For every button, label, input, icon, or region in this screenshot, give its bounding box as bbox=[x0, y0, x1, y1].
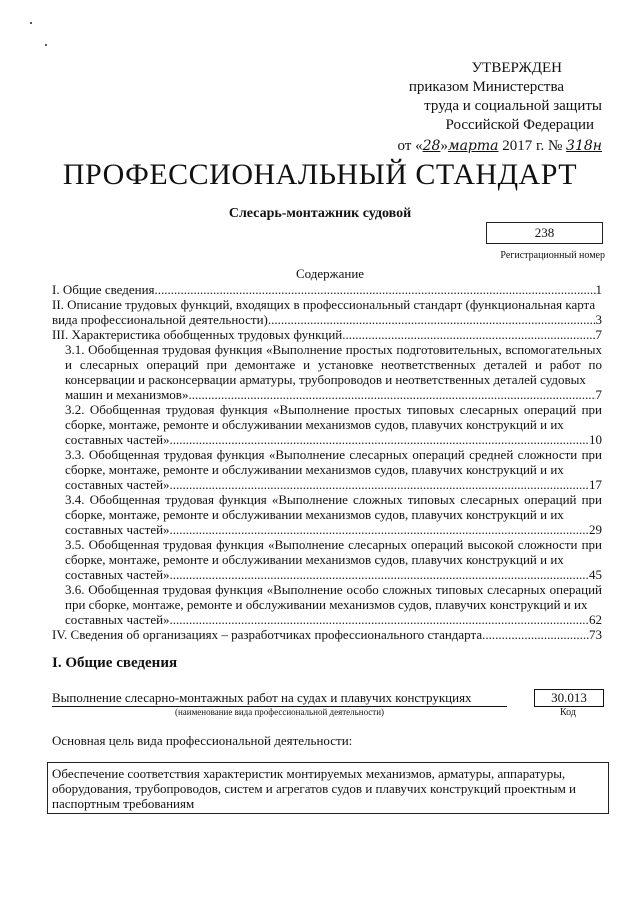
toc-item-lead: II. Описание трудовых функций, входящих в профессиональный стандарт (функциональная карта bbox=[52, 297, 596, 312]
toc-item-text: составных частей» bbox=[65, 432, 170, 447]
toc-page-number: 62 bbox=[589, 612, 602, 627]
toc-item[interactable] bbox=[52, 282, 602, 297]
toc-item-text: вида профессиональной деятельности) bbox=[52, 312, 268, 327]
document-title: ПРОФЕССИОНАЛЬНЫЙ СТАНДАРТ bbox=[62, 158, 578, 191]
approval-line-1: приказом Министерства bbox=[408, 79, 564, 95]
toc-item[interactable] bbox=[65, 492, 602, 537]
toc-item[interactable] bbox=[65, 402, 602, 447]
date-year: 2017 г. № bbox=[498, 138, 567, 154]
activity-code-caption: Код bbox=[560, 707, 576, 718]
goal-label: Основная цель вида профессиональной деятельности: bbox=[52, 733, 353, 748]
toc-item[interactable] bbox=[65, 582, 602, 627]
goal-box bbox=[47, 762, 609, 814]
order-number: 318н bbox=[566, 138, 602, 154]
toc-item[interactable] bbox=[52, 327, 602, 342]
toc-page-number: 10 bbox=[589, 432, 602, 447]
toc-page-number: 73 bbox=[589, 627, 602, 642]
toc-leader bbox=[342, 327, 595, 342]
approval-heading: УТВЕРЖДЕН bbox=[471, 60, 562, 76]
activity-name-caption: (наименование вида профессиональной деятельности) bbox=[174, 707, 385, 717]
toc-item-text: составных частей» bbox=[65, 522, 170, 537]
toc-leader bbox=[170, 432, 589, 447]
date-mid: » bbox=[440, 138, 448, 154]
toc-item-text: машин и механизмов» bbox=[65, 387, 189, 402]
toc-page-number: 29 bbox=[589, 522, 602, 537]
activity-code-box: 30.013 bbox=[534, 689, 604, 707]
toc-item-lead: 3.6. Обобщенная трудовая функция «Выполнение особо сложных типовых слесарных операций при сборке, монтаже, ремонте и обслуживании механизмов судов, плавучих конструкций и их bbox=[65, 582, 602, 612]
toc-item[interactable] bbox=[65, 537, 602, 582]
toc-item[interactable] bbox=[65, 447, 602, 492]
toc-item-text: составных частей» bbox=[65, 477, 170, 492]
toc-leader bbox=[170, 612, 589, 627]
toc-item-lead: 3.3. Обобщенная трудовая функция «Выполнение слесарных операций средней сложности при сборке, монтаже, ремонте и обслуживании механизмов судов, плавучих конструкций и их bbox=[65, 447, 602, 477]
toc-leader bbox=[482, 627, 589, 642]
toc-leader bbox=[155, 282, 596, 297]
toc-item-text: I. Общие сведения bbox=[52, 282, 155, 297]
registration-number-label: Регистрационный номер bbox=[500, 250, 605, 261]
toc-leader bbox=[188, 387, 595, 402]
toc-item-lead: 3.5. Обобщенная трудовая функция «Выполнение слесарных операций высокой сложности при сборке, монтаже, ремонте и обслуживании механизмов судов, плавучих конструкций и их bbox=[65, 537, 602, 567]
date-month: марта bbox=[447, 138, 499, 154]
toc-item-text: IV. Сведения об организациях – разработчиках профессионального стандарта bbox=[52, 627, 483, 642]
toc-item[interactable] bbox=[52, 627, 602, 642]
scan-speck bbox=[30, 22, 32, 24]
registration-number-box: 238 bbox=[486, 222, 603, 244]
toc-item-lead: 3.4. Обобщенная трудовая функция «Выполнение сложных типовых слесарных операций при сборке, монтаже, ремонте и обслуживании механизмов судов, плавучих конструкций и их bbox=[65, 492, 602, 522]
toc-item-text: составных частей» bbox=[65, 612, 170, 627]
toc-page-number: 45 bbox=[589, 567, 602, 582]
toc-leader bbox=[170, 477, 589, 492]
approval-line-3: Российской Федерации bbox=[445, 117, 594, 133]
toc-item[interactable] bbox=[52, 297, 602, 327]
approval-block bbox=[0, 59, 602, 156]
toc-leader bbox=[268, 312, 596, 327]
toc-page-number: 7 bbox=[595, 327, 602, 342]
toc-item-lead: 3.2. Обобщенная трудовая функция «Выполнение простых типовых слесарных операций при сборке, монтаже, ремонте и обслуживании механизмов судов, плавучих конструкций и их bbox=[65, 402, 602, 432]
approval-date-line bbox=[0, 137, 602, 156]
toc-leader bbox=[170, 522, 589, 537]
toc-item-text: III. Характеристика обобщенных трудовых функций bbox=[52, 327, 343, 342]
scan-speck bbox=[45, 44, 47, 46]
activity-name: Выполнение слесарно-монтажных работ на судах и плавучих конструкциях bbox=[52, 690, 507, 707]
toc-page-number: 7 bbox=[595, 387, 602, 402]
section-heading: I. Общие сведения bbox=[52, 655, 178, 671]
toc-heading: Содержание bbox=[295, 266, 365, 281]
toc-item-text: составных частей» bbox=[65, 567, 170, 582]
goal-text: Обеспечение соответствия характеристик монтируемых механизмов, арматуры, аппаратуры, оборудования, трубопроводов, систем и агрегатов судов и плавучих конструкций проектным и паспортным требованиям bbox=[52, 766, 576, 811]
toc-page-number: 1 bbox=[595, 282, 602, 297]
document-subtitle: Слесарь-монтажник судовой bbox=[228, 206, 412, 221]
toc-page-number: 17 bbox=[589, 477, 602, 492]
toc-leader bbox=[170, 567, 589, 582]
date-prefix: от « bbox=[397, 138, 423, 154]
toc-item-lead: 3.1. Обобщенная трудовая функция «Выполнение простых подготовительных, вспомогательных и слесарных операций при демонтаже и установке неответственных деталей и работ по консервации и расконсервации арматуры, трубопроводов и неответственных деталей судовых bbox=[65, 342, 602, 387]
approval-line-2: труда и социальной защиты bbox=[424, 98, 602, 114]
toc-page-number: 3 bbox=[595, 312, 602, 327]
toc-item[interactable] bbox=[65, 342, 602, 402]
date-day: 28 bbox=[422, 138, 441, 154]
